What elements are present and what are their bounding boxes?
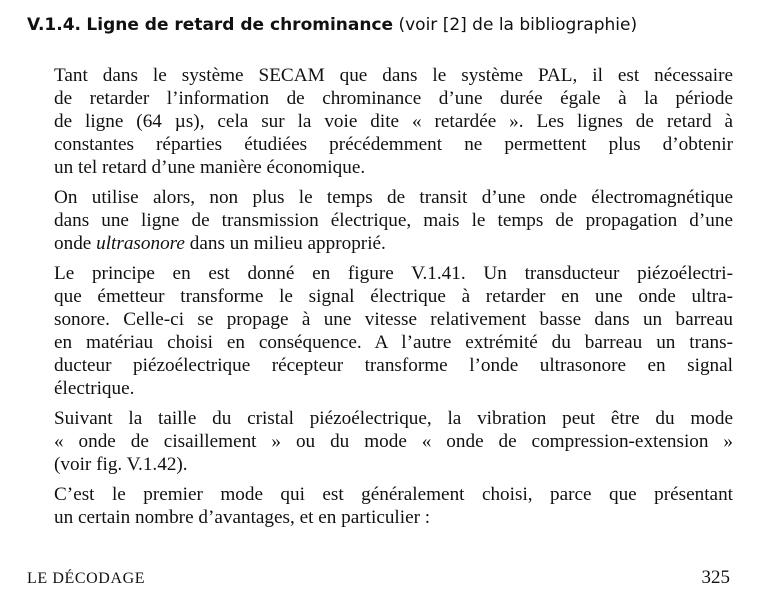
text-line: un tel retard d’une manière économique. [54, 157, 366, 178]
paragraph-5 [27, 483, 733, 529]
paragraph-3 [27, 262, 733, 400]
text-line: constantes réparties étudiées précédemment ne permettent plus d’obtenir [54, 134, 733, 155]
text-line: ducteur piézoélectrique récepteur transforme l’onde ultrasonore en signal [54, 355, 733, 376]
section-heading [27, 14, 747, 36]
text-line: On utilise alors, non plus le temps de transit d’une onde électromagnétique [54, 187, 733, 208]
text-line: (voir fig. V.1.42). [54, 454, 188, 475]
text-line: sonore. Celle-ci se propage à une vitesse relativement basse dans un barreau [54, 309, 733, 330]
text-fragment: onde [54, 233, 97, 254]
body-text [27, 64, 733, 529]
text-line: dans une ligne de transmission électrique, mais le temps de propagation d’une [54, 210, 733, 231]
text-fragment: dans un milieu approprié. [184, 233, 386, 254]
paragraph-4 [27, 407, 733, 476]
text-line [27, 232, 733, 255]
section-reference: (voir [2] de la bibliographie) [398, 15, 638, 35]
emphasis-ultrasonore: ultrasonore [96, 233, 185, 254]
text-line: de retarder l’information de chrominance d’une durée égale à la période [54, 88, 733, 109]
text-line: en matériau choisi en conséquence. A l’autre extrémité du barreau un trans- [54, 332, 733, 353]
text-line: C’est le premier mode qui est généralement choisi, parce que présentant [54, 484, 733, 505]
text-line: Suivant la taille du cristal piézoélectrique, la vibration peut être du mode [54, 408, 733, 429]
text-line: un certain nombre d’avantages, et en particulier : [54, 507, 431, 528]
text-line: Le principe en est donné en figure V.1.41. Un transducteur piézoélectri- [54, 263, 733, 284]
paragraph-2 [27, 186, 733, 255]
text-line: « onde de cisaillement » ou du mode « onde de compression-extension » [54, 431, 733, 452]
text-line: électrique. [54, 378, 135, 399]
text-line: de ligne (64 µs), cela sur la voie dite « retardée ». Les lignes de retard à [54, 111, 733, 132]
paragraph-1 [27, 64, 733, 179]
running-footer-chapter: LE DÉCODAGE [27, 570, 146, 587]
text-line: que émetteur transforme le signal électrique à retarder en une onde ultra- [54, 286, 733, 307]
text-line: Tant dans le système SECAM que dans le système PAL, il est nécessaire [54, 65, 733, 86]
section-number: V.1.4. [27, 15, 81, 35]
page-number: 325 [701, 567, 730, 588]
section-title: Ligne de retard de chrominance [86, 15, 394, 35]
